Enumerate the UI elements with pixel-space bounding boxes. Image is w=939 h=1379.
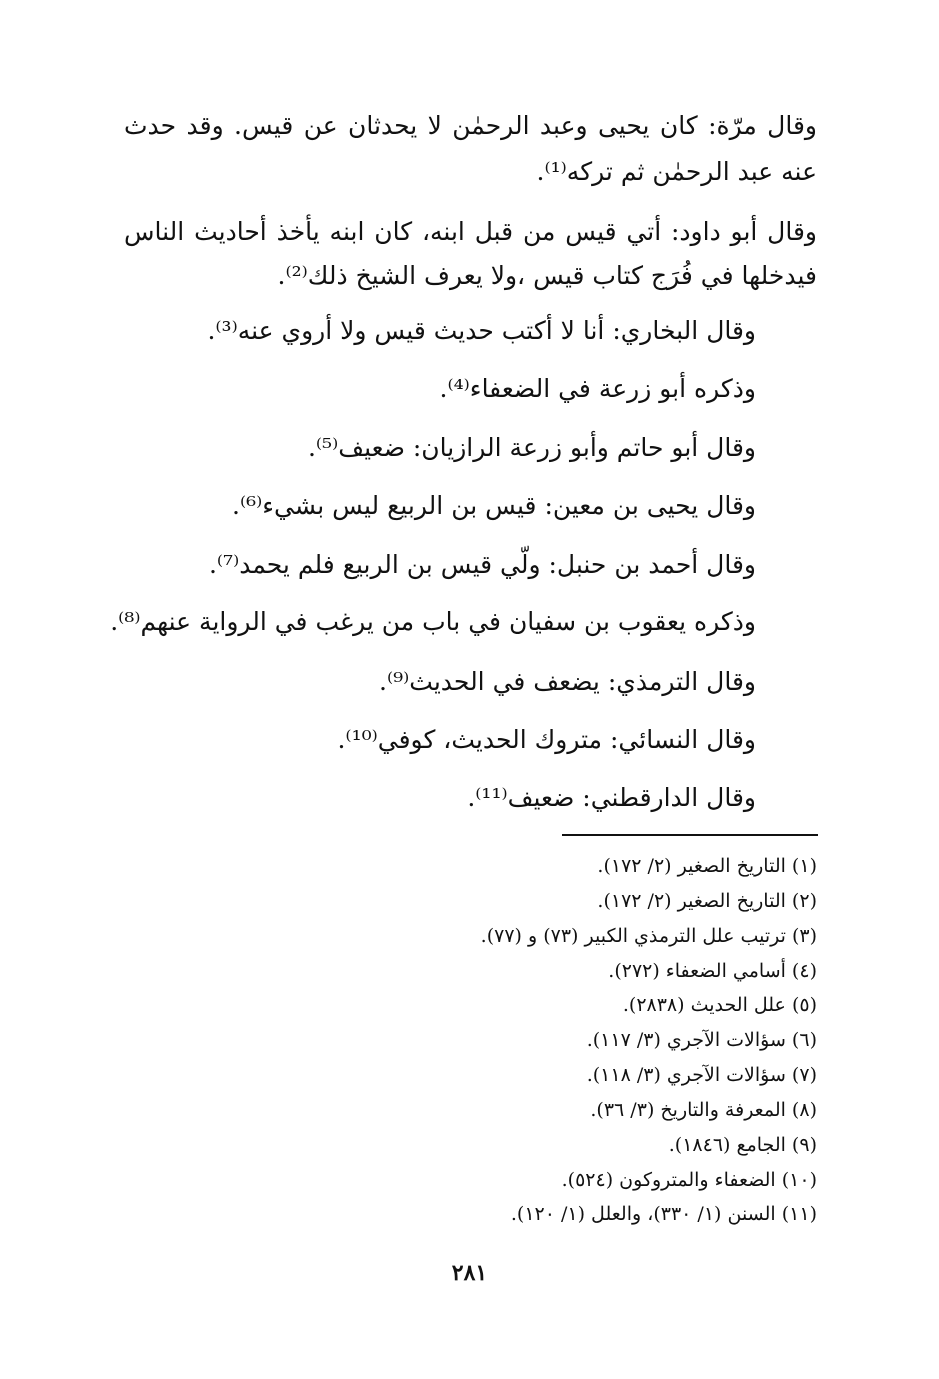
body-line: وقال يحيى بن معين: قيس بن الربيع ليس بشيء⁽⁶⁾. — [232, 491, 756, 520]
body-line: وقال أحمد بن حنبل: ولّي قيس بن الربيع فلم يحمد⁽⁷⁾. — [208, 550, 756, 579]
footnote: (٣) ترتيب علل الترمذي الكبير (٧٣) و (٧٧). — [480, 925, 817, 947]
page-number: ٢٨١ — [451, 1260, 488, 1286]
footnote: (٥) علل الحديث (٢٨٣٨). — [622, 994, 817, 1016]
body-line: وقال الدارقطني: ضعيف⁽¹¹⁾. — [467, 783, 756, 812]
body-line: وقال أبو حاتم وأبو زرعة الرازيان: ضعيف⁽⁵⁾. — [307, 433, 756, 462]
body-line: وقال أبو داود: أتي قيس من قبل ابنه، كان ابنه يأخذ أحاديث الناس — [124, 217, 817, 246]
footnote: (١) التاريخ الصغير (٢/ ١٧٢). — [597, 855, 817, 877]
body-line: وقال مرّة: كان يحيى وعبد الرحمٰن لا يحدثان عن قيس. وقد حدث — [124, 111, 817, 140]
footnote: (٧) سؤالات الآجري (٣/ ١١٨). — [586, 1064, 817, 1086]
body-line: فيدخلها في فُرَج كتاب قيس ،ولا يعرف الشيخ ذلك⁽²⁾. — [277, 261, 817, 290]
footnote: (٤) أسامي الضعفاء (٢٧٢). — [608, 960, 817, 982]
body-line: وقال الترمذي: يضعف في الحديث⁽⁹⁾. — [379, 667, 756, 696]
footnote: (١١) السنن (١/ ٣٣٠)، والعلل (١/ ١٢٠). — [510, 1203, 817, 1225]
footnote: (٦) سؤالات الآجري (٣/ ١١٧). — [586, 1029, 817, 1051]
body-line: وذكره أبو زرعة في الضعفاء⁽⁴⁾. — [439, 374, 756, 403]
footnote: (٨) المعرفة والتاريخ (٣/ ٣٦). — [590, 1099, 817, 1121]
footnote: (٢) التاريخ الصغير (٢/ ١٧٢). — [597, 890, 817, 912]
footnote: (٩) الجامع (١٨٤٦). — [668, 1134, 817, 1156]
footnote: (١٠) الضعفاء والمتروكون (٥٢٤). — [561, 1169, 817, 1191]
body-line: عنه عبد الرحمٰن ثم تركه⁽¹⁾. — [536, 157, 817, 186]
footnote-separator — [562, 834, 818, 836]
body-line: وقال البخاري: أنا لا أكتب حديث قيس ولا أروي عنه⁽³⁾. — [207, 316, 756, 345]
body-line: وقال النسائي: متروك الحديث، كوفي⁽¹⁰⁾. — [337, 725, 756, 754]
body-line: وذكره يعقوب بن سفيان في باب من يرغب في الرواية عنهم⁽⁸⁾. — [110, 607, 756, 636]
